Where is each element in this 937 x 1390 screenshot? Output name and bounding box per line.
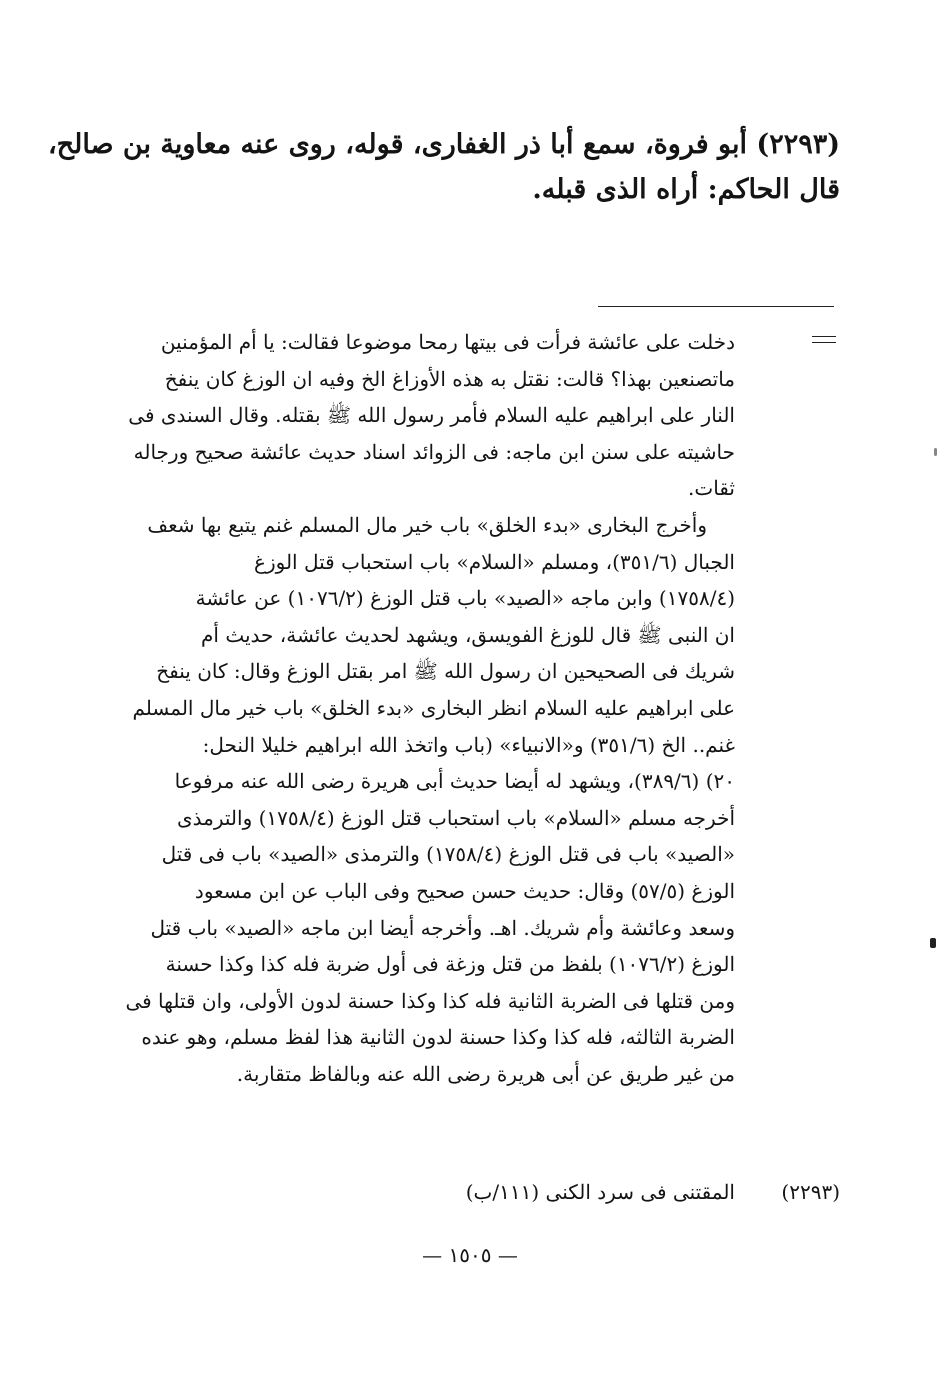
footnote-line: على ابراهيم عليه السلام انظر البخارى «بدء الخلق» باب خير مال المسلم — [132, 695, 735, 720]
main-entry-line-1: (٢٢٩٣) أبو فروة، سمع أبا ذر الغفارى، قوله، روى عنه معاوية بن صالح، — [47, 129, 840, 160]
footnote-line: غنم.. الخ (٣٥١/٦) و«الانبياء» (باب واتخذ الله ابراهيم خليلا النحل: — [202, 732, 735, 757]
footnote-line: من غير طريق عن أبى هريرة رضى الله عنه وبالفاظ متقاربة. — [236, 1061, 735, 1086]
footnote-text — [95, 324, 735, 1092]
footnote-line: أخرجه مسلم «السلام» باب استحباب قتل الوزغ (١٧٥٨/٤) والترمذى — [177, 805, 735, 830]
footnote-line: الوزغ (٥٧/٥) وقال: حديث حسن صحيح وفى الباب عن ابن مسعود — [194, 878, 735, 903]
footnote-line: شريك فى الصحيحين ان رسول الله ﷺ امر بقتل الوزغ وقال: كان ينفخ — [156, 659, 735, 684]
footnote-line: الضربة الثالثه، فله كذا وكذا حسنة لدون الثانية هذا لفظ مسلم، وهو عنده — [141, 1025, 735, 1050]
footnote-line: «الصيد» باب فى قتل الوزغ (١٧٥٨/٤) والترمذى «الصيد» باب فى قتل — [161, 842, 735, 867]
reference-number: (٢٢٩٣) — [781, 1180, 840, 1204]
scan-mark — [930, 938, 936, 948]
footnote-line: ٢٠) (٣٨٩/٦)، ويشهد له أيضا حديث أبى هريرة رضى الله عنه مرفوعا — [174, 769, 735, 794]
page-number: — ١٥٠٥ — — [422, 1243, 518, 1267]
footnote-line: ماتصنعين بهذا؟ قالت: نقتل به هذه الأوزاغ الخ وفيه ان الوزغ كان ينفخ — [164, 366, 735, 391]
reference-text: المقتنى فى سرد الكنى (١١١/ب) — [465, 1180, 735, 1204]
footnote-line: دخلت على عائشة فرأت فى بيتها رمحا موضوعا فقالت: يا أم المؤمنين — [160, 330, 735, 354]
footnote-line: الجبال (٣٥١/٦)، ومسلم «السلام» باب استحباب قتل الوزغ — [254, 549, 735, 574]
footnote-line: وسعد وعائشة وأم شريك. اهـ. وأخرجه أيضا ابن ماجه «الصيد» باب قتل — [150, 915, 735, 940]
footnote-line: ان النبى ﷺ قال للوزغ الفويسق، ويشهد لحديث عائشة، حديث أم — [201, 622, 735, 647]
footnote-line: ومن قتلها فى الضربة الثانية فله كذا وكذا حسنة لدون الأولى، وان قتلها فى — [125, 988, 735, 1013]
main-entry-line-2: قال الحاكم: أراه الذى قبله. — [532, 174, 840, 205]
footnote-line: النار على ابراهيم عليه السلام فأمر رسول الله ﷺ بقتله. وقال السندى فى — [128, 403, 735, 428]
main-entry — [47, 122, 840, 212]
footnote-separator — [598, 306, 834, 307]
footnote-line: وأخرج البخارى «بدء الخلق» باب خير مال المسلم غنم يتبع بها شعف — [147, 512, 707, 537]
continuation-marker — [812, 336, 836, 344]
footnote-line: (١٧٥٨/٤) وابن ماجه «الصيد» باب قتل الوزغ (١٠٧٦/٢) عن عائشة — [195, 586, 735, 611]
footnote-line: الوزغ (١٠٧٦/٢) بلفظ من قتل وزغة فى أول ضربة فله كذا وكذا حسنة — [165, 952, 735, 977]
footnote-line: حاشيته على سنن ابن ماجه: فى الزوائد اسناد حديث عائشة صحيح ورجاله — [133, 439, 735, 464]
footnote-line: ثقات. — [688, 476, 735, 501]
